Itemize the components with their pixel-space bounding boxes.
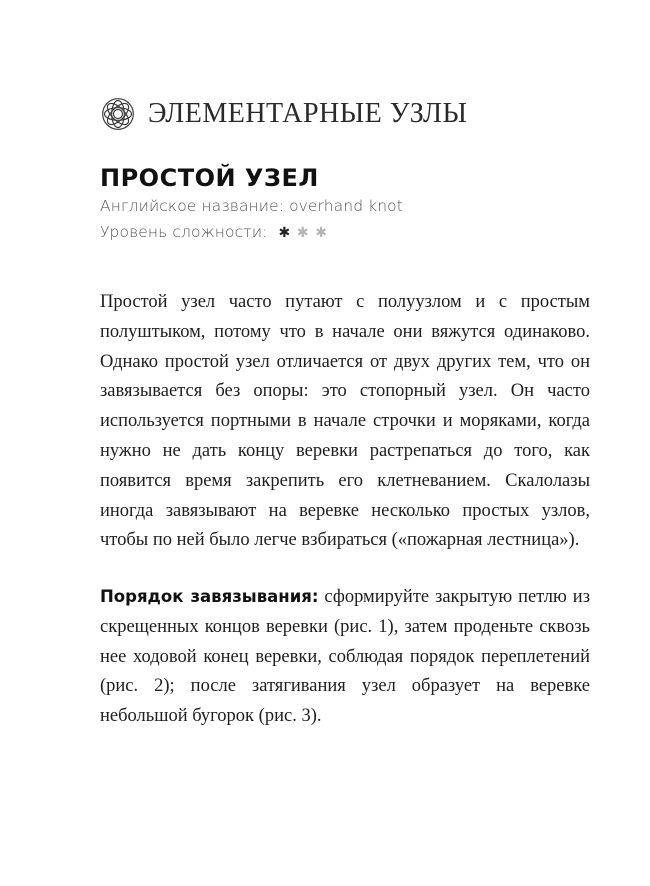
- procedure-lead: Порядок завязывания:: [100, 587, 319, 606]
- knot-title: ПРОСТОЙ УЗЕЛ: [100, 164, 319, 192]
- difficulty-star-icon: ✱: [278, 225, 291, 241]
- description-paragraph: Простой узел часто путают с полуузлом и с простым полуштыком, потому что в начале они вяжутся одинаково. Однако простой узел отличается от двух других тем, что он завязывается без опоры: это стопорный узел. Он часто используется портными в начале строчки и моряками, когда нужно не дать концу веревки растрепаться до того, как появится время закрепить его клетневанием. Скалолазы иногда завязывают на веревке несколько простых узлов, чтобы по ней было легче взбираться («пожарная лестница»).: [100, 292, 590, 551]
- difficulty-star-icon: ✱: [315, 225, 328, 241]
- celtic-knot-icon: [100, 96, 136, 132]
- difficulty-stars: [278, 225, 329, 241]
- difficulty-label: Уровень сложности:: [100, 223, 268, 241]
- chapter-title: ЭЛЕМЕНТАРНЫЕ УЗЛЫ: [148, 98, 468, 129]
- procedure-text: сформируйте закрытую петлю из скрещенных концов веревки (рис. 1), затем проденьте сквозь нее ходовой конец веревки, соблюдая порядок переплетений (рис. 2); после затягивания узел образует на веревке небольшой бугорок (рис. 3).: [100, 587, 590, 727]
- chapter-header: [100, 96, 467, 132]
- english-name: Английское название: overhand knot: [100, 197, 403, 215]
- difficulty-star-icon: ✱: [296, 225, 309, 241]
- difficulty-line: [100, 223, 329, 241]
- procedure-paragraph: [100, 582, 590, 732]
